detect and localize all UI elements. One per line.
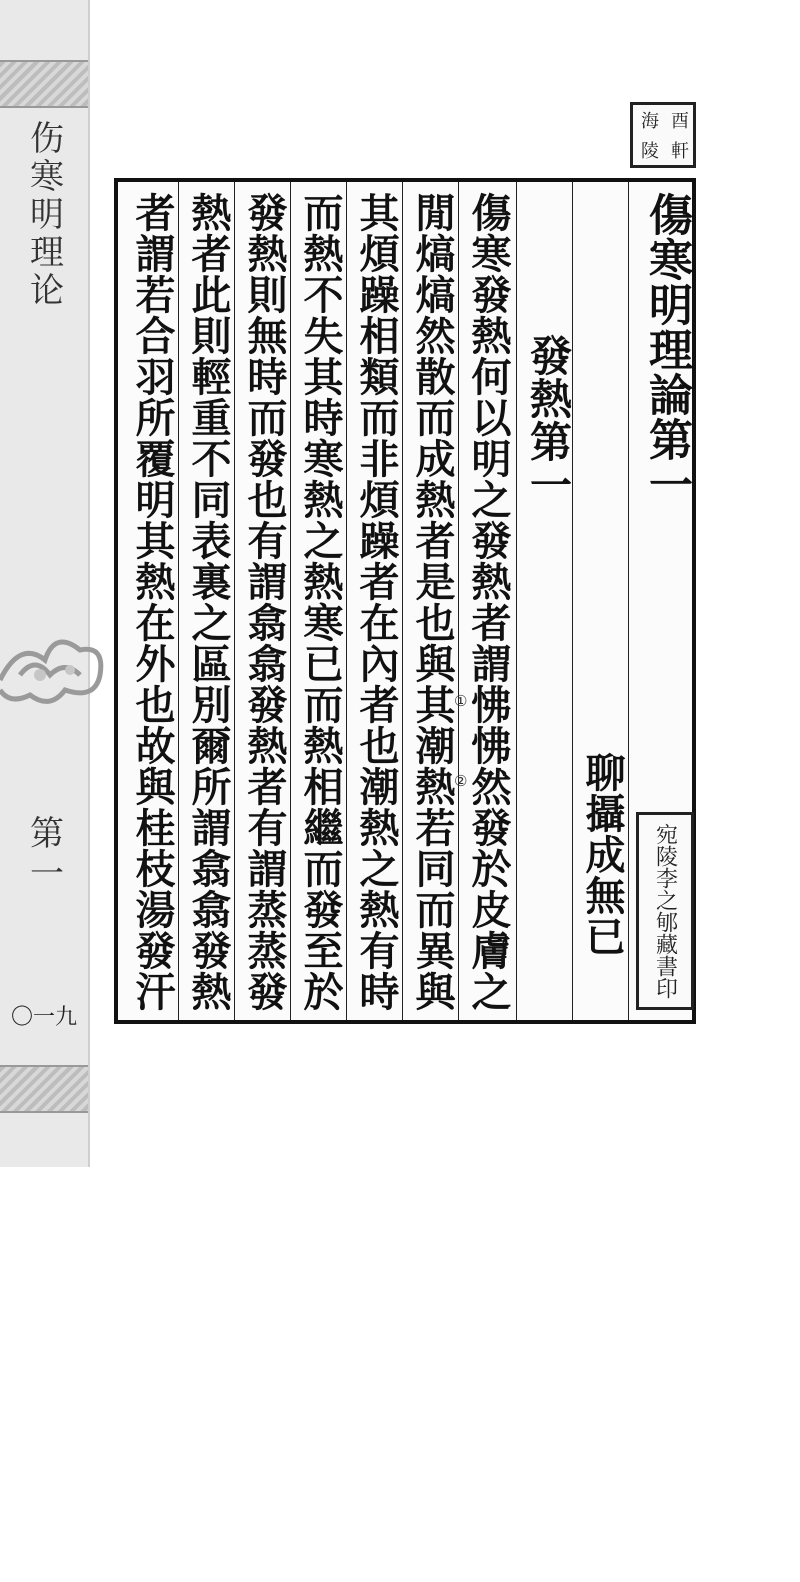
cloud-ornament-icon	[0, 620, 110, 710]
column-rule	[178, 182, 179, 1020]
column-rule	[234, 182, 235, 1020]
column-rule	[346, 182, 347, 1020]
margin-border-ornament-bottom	[0, 1065, 88, 1113]
column-rule	[290, 182, 291, 1020]
author-line: 聊攝成無已	[579, 752, 626, 957]
section-title: 發熱第一	[524, 334, 573, 506]
seal-char: 酉	[668, 111, 689, 129]
main-title: 傷寒明理論第一	[641, 192, 692, 507]
annotation-mark: ①	[454, 692, 468, 710]
collector-seal-right: 宛陵李之郇藏書印	[636, 812, 694, 1010]
margin-border-ornament-top	[0, 60, 88, 108]
column-rule	[402, 182, 403, 1020]
column-rule	[516, 182, 517, 1020]
text-column: 發熱則無時而發也有謂翕翕發熱者有謂蒸蒸發	[241, 192, 288, 1012]
column-rule	[458, 182, 459, 1020]
collector-seal-top	[630, 102, 696, 168]
seal-char: 陵	[638, 141, 659, 159]
annotation-mark: ②	[454, 772, 468, 790]
text-column: 者謂若合羽所覆明其熱在外也故與桂枝湯發汗	[129, 192, 176, 1012]
text-column: 傷寒發熱何以明之發熱者謂怫怫然發於皮膚之	[465, 192, 512, 1012]
left-margin-strip	[0, 0, 90, 1167]
text-column: 閒熇熇然散而成熱者是也與其潮熱若同而異與	[409, 192, 456, 1012]
text-column: 其煩躁相類而非煩躁者在內者也潮熱之熱有時	[353, 192, 400, 1012]
page-number: 〇一九	[10, 1005, 77, 1030]
seal-char: 軒	[668, 141, 689, 159]
margin-section-label: 第一	[23, 815, 64, 895]
seal-char: 海	[638, 111, 659, 129]
margin-book-title: 伤寒明理论	[23, 120, 64, 310]
text-column: 而熱不失其時寒熱之熱寒已而熱相繼而發至於	[297, 192, 344, 1012]
column-rule	[628, 182, 629, 1020]
woodblock-page-frame	[114, 178, 696, 1024]
text-column: 熱者此則輕重不同表裏之區別爾所謂翕翕發熱	[185, 192, 232, 1012]
